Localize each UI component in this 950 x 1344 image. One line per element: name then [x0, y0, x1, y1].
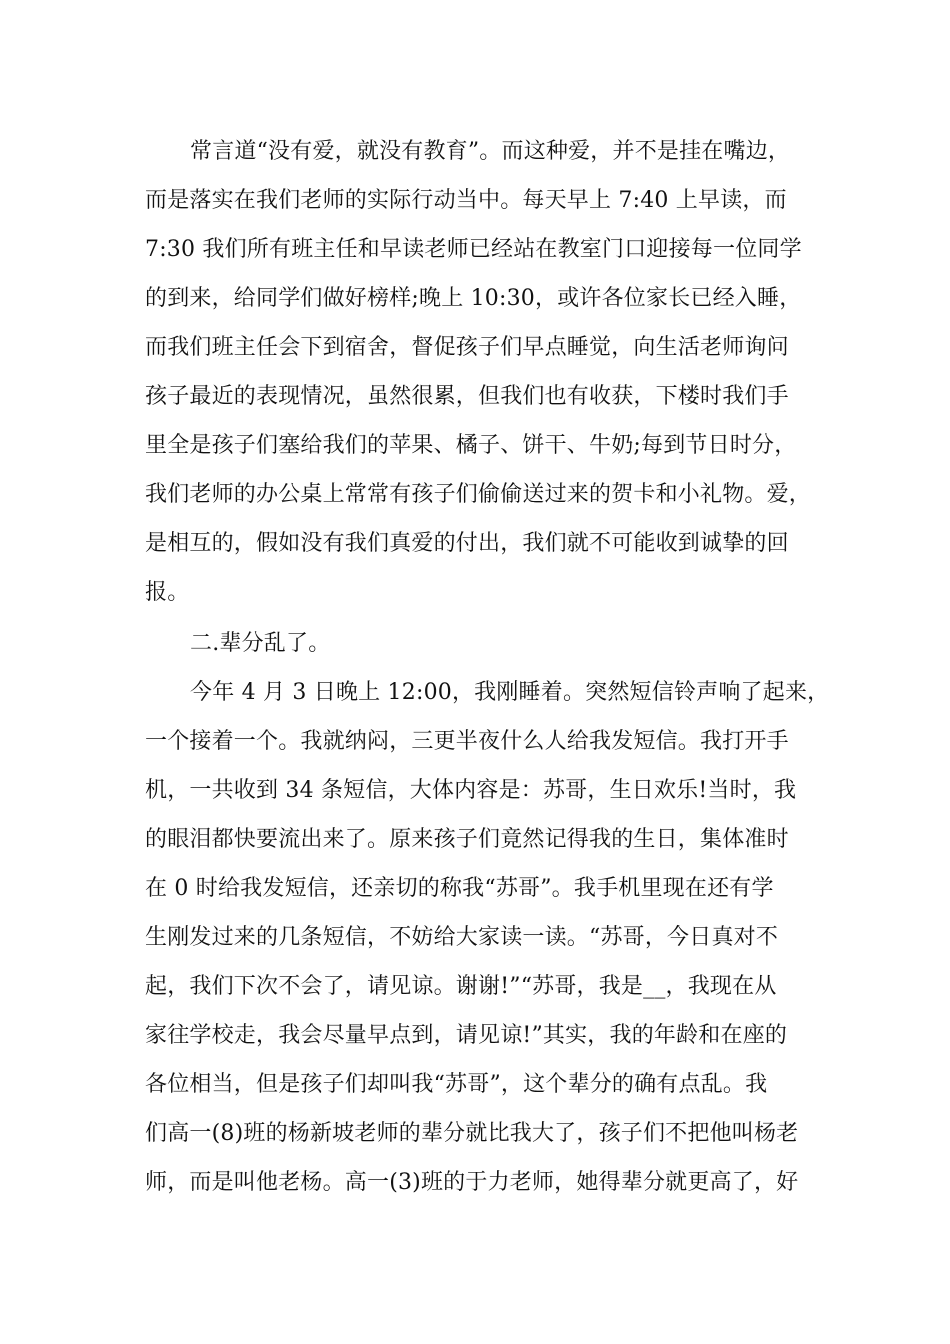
text-line: 7:30 我们所有班主任和早读老师已经站在教室门口迎接每一位同学	[145, 237, 802, 262]
text-line: 家往学校走，我会尽量早点到，请见谅!”其实，我的年龄和在座的	[145, 1023, 788, 1048]
text-line: 的眼泪都快要流出来了。原来孩子们竟然记得我的生日，集体准时	[145, 827, 789, 852]
text-line: 是相互的，假如没有我们真爱的付出，我们就不可能收到诚挚的回	[145, 531, 789, 556]
text-line: 生刚发过来的几条短信，不妨给大家读一读。“苏哥，今日真对不	[145, 925, 779, 950]
text-line: 而我们班主任会下到宿舍，督促孩子们早点睡觉，向生活老师询问	[145, 335, 789, 360]
text-line: 们高一(8)班的杨新坡老师的辈分就比我大了，孩子们不把他叫杨老	[145, 1121, 799, 1146]
text-line: 报。	[145, 580, 190, 605]
text-line: 各位相当，但是孩子们却叫我“苏哥”，这个辈分的确有点乱。我	[145, 1072, 768, 1097]
section-heading: 二.辈分乱了。	[190, 631, 331, 656]
text-line: 机，一共收到 34 条短信，大体内容是：苏哥，生日欢乐!当时，我	[145, 778, 797, 803]
text-line: 常言道“没有爱，就没有教育”。而这种爱，并不是挂在嘴边，	[190, 139, 791, 164]
text-line: 师，而是叫他老杨。高一(3)班的于力老师，她得辈分就更高了，好	[145, 1170, 799, 1195]
text-line: 在 0 时给我发短信，还亲切的称我“苏哥”。我手机里现在还有学	[145, 876, 774, 901]
text-line: 我们老师的办公桌上常常有孩子们偷偷送过来的贺卡和小礼物。爱，	[145, 482, 812, 507]
text-line: 一个接着一个。我就纳闷，三更半夜什么人给我发短信。我打开手	[145, 729, 789, 754]
text-line: 今年 4 月 3 日晚上 12:00，我刚睡着。突然短信铃声响了起来，	[190, 680, 830, 705]
text-line: 起，我们下次不会了，请见谅。谢谢!”“苏哥，我是__，我现在从	[145, 974, 777, 999]
text-line: 而是落实在我们老师的实际行动当中。每天早上 7:40 上早读，而	[145, 188, 787, 213]
text-line: 的到来，给同学们做好榜样;晚上 10:30，或许各位家长已经入睡，	[145, 286, 802, 311]
text-line: 里全是孩子们塞给我们的苹果、橘子、饼干、牛奶;每到节日时分，	[145, 433, 797, 458]
text-line: 孩子最近的表现情况，虽然很累，但我们也有收获，下楼时我们手	[145, 384, 789, 409]
